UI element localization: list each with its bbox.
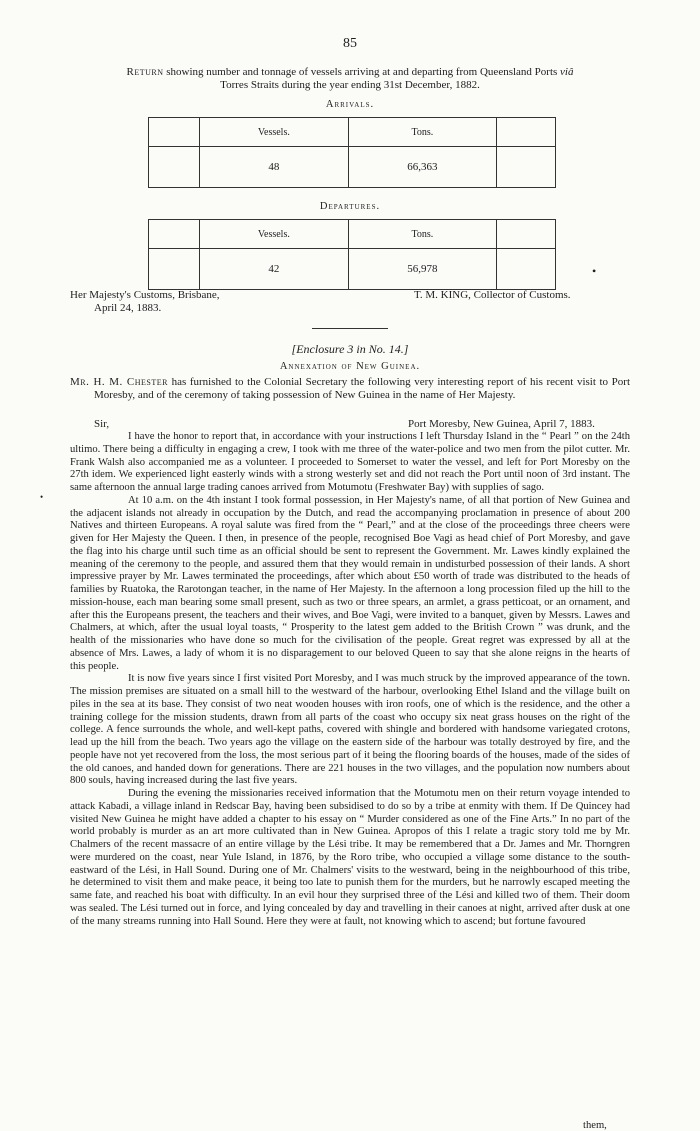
return-title-line2: Torres Straits during the year ending 31st December, 1882.	[220, 79, 480, 91]
letter-paragraph: It is now five years since I first visited Port Moresby, and I was much struck by the improved appearance of the town. The mission premises are situated on a small hill to the westward of the harbour, overlooking Ethel Island and the village built on piles in the sea at its base. They consist of two neat wooden houses with iron roofs, one of which is the residence, and the other a training college for the mission students, drawn from all parts of the coast who occupy six neat grass houses on the right of the college. A fence surrounds the whole, and well-kept paths, covered with shingle and bordered with handsome variegated crotons, lead up the hill from the beach. Two years ago the village on the eastern side of the harbour was totally destroyed by fire, and the people have not yet recovered from the loss, the most serious part of it being the flooring boards of the houses, made of the sides of the old canoes, and handed down for generations. There are 221 houses in the two villages, and the population now numbers about 800 souls, having increased during the last five years.	[70, 673, 630, 787]
letter-body	[70, 431, 630, 928]
signature-office: Her Majesty's Customs, Brisbane,	[70, 289, 220, 301]
intro-paragraph	[70, 376, 630, 401]
page-number: 85	[343, 36, 357, 51]
arrivals-vessels-header: Vessels.	[200, 118, 349, 147]
return-title-line1: showing number and tonnage of vessels arriving at and departing from Queensland Ports	[163, 66, 561, 78]
arrivals-tons-value: 66,363	[348, 147, 496, 188]
arrivals-vessels-value: 48	[200, 147, 349, 188]
departures-vessels-header: Vessels.	[200, 220, 349, 249]
annexation-heading: Annexation of New Guinea.	[279, 361, 421, 372]
signature-date: April 24, 1883.	[94, 302, 162, 314]
departures-tons-header: Tons.	[348, 220, 496, 249]
departures-heading: Departures.	[319, 201, 381, 212]
arrivals-tons-header: Tons.	[348, 118, 496, 147]
departures-tons-value: 56,978	[348, 249, 496, 290]
section-divider	[312, 328, 388, 329]
arrivals-heading: Arrivals.	[325, 99, 375, 110]
letter-salutation: Sir,	[94, 418, 110, 430]
return-label: Return	[126, 66, 164, 78]
letter-paragraph: During the evening the missionaries received information that the Motumotu men on their return voyage intended to attack Kabadi, a village inland in Redscar Bay, having been subsidised to do so by a tribe at enmity with them. If De Quincey had visited New Guinea he might have added a chapter to his essay on “ Murder considered as one of the Fine Arts.” In no part of the world probably is murder as an art more cultivated than in New Guinea. Apropos of this I relate a tragic story told me by Mr. Chalmers of the recent massacre of an entire village by the Lési tribe. It may be remembered that a Dr. James and Mr. Thorngren were murdered on the coast, near Yule Island, in 1876, by the Roro tribe, who occupied a village some distance to the south-eastward of the Lési, in Hall Sound. During one of Mr. Chalmers' visits to the westward, being in the neighbourhood of this tribe, he determined to visit them and make peace, it being too late to punish them for the murders, but he narrowly escaped meeting the same fate, and reached his boat with difficulty. In an evil hour they surprised three of the Lési and killed two of them. Their doom was sealed. The Lési turned out in force, and lying concealed by day and travelling in their canoes at night, arrived after dusk at one of the many streams running into Hall Sound. Here they were at fault, not knowing which to ascend; but fortune favoured	[70, 788, 630, 927]
signature-name: T. M. KING, Collector of Customs.	[414, 289, 571, 301]
return-title-via: viâ	[560, 66, 574, 78]
print-speck: •	[592, 264, 597, 278]
intro-name: Mr. H. M. Chester	[70, 376, 168, 388]
arrivals-table	[148, 117, 556, 188]
letter-paragraph: At 10 a.m. on the 4th instant I took formal possession, in Her Majesty's name, of all that portion of New Guinea and the adjacent islands not already in occupation by the Dutch, and read the accompanying proclamation in presence of about 200 Natives and thirteen Europeans. A royal salute was fired from the “ Pearl,” and at the close of the proceedings three cheers were given for Her Majesty the Queen. I then, in presence of the people, recognised Boe Vagi as head chief of Port Moresby, and gave the flag into his charge until such time as an official should be sent to represent the Government. Mr. Lawes kindly explained the meaning of the ceremony to the people, and assured them that they would remain in undisturbed possession of their lands. A short impressive prayer by Mr. Lawes terminated the proceedings, after which about £50 worth of trade was distributed to the heads of families by Ruatoka, the Rarotongan teacher, in the name of Her Majesty. In the afternoon a long procession filed up the hill to the mission-house, each man bearing some small present, such as two or three spears, an armlet, a grass petticoat, or an ornament, and after this the Europeans present, the teachers and their wives, and Boe Vagi, were invited to a banquet, given by Messrs. Lawes and Chalmers, at which, after the usual loyal toasts, “ Prosperity to the latest gem added to the British Crown ” was drunk, and the health of the missionaries who have done so much for the civilisation of the people. Great regret was expressed by all at the absence of Mrs. Lawes, a lady of whom it is no disparagement to our beloved Queen to say that she alone reigns in the hearts of this people.	[70, 494, 630, 672]
print-speck: •	[40, 492, 44, 502]
departures-table	[148, 219, 556, 290]
letter-paragraph: I have the honor to report that, in accordance with your instructions I left Thursday Island in the “ Pearl ” on the 24th ultimo. There being a difficulty in engaging a crew, I took with me three of the water-police and two men from the pilot cutter. Mr. Frank Walsh also accompanied me as a volunteer. I proceeded to Somerset to water the vessel, and left for Port Moresby on the 27th idem. We experienced light easterly winds with a strong westerly set and did not reach the Port until noon of 3rd instant. The same afternoon the annual large trading canoes arrived from Motumotu (Freshwater Bay) with supplies of sago.	[70, 431, 630, 493]
return-title	[70, 66, 630, 92]
departures-vessels-value: 42	[200, 249, 349, 290]
enclosure-heading: [Enclosure 3 in No. 14.]	[291, 342, 409, 356]
letter-place-date: Port Moresby, New Guinea, April 7, 1883.	[408, 418, 595, 430]
intro-text: has furnished to the Colonial Secretary the following very interesting report of his recent visit to Port Moresby, and of the ceremony of taking possession of New Guinea in the name of Her Majesty.	[94, 376, 630, 401]
signature-office-block	[70, 289, 220, 315]
page-tail-word: them,	[583, 1120, 607, 1131]
